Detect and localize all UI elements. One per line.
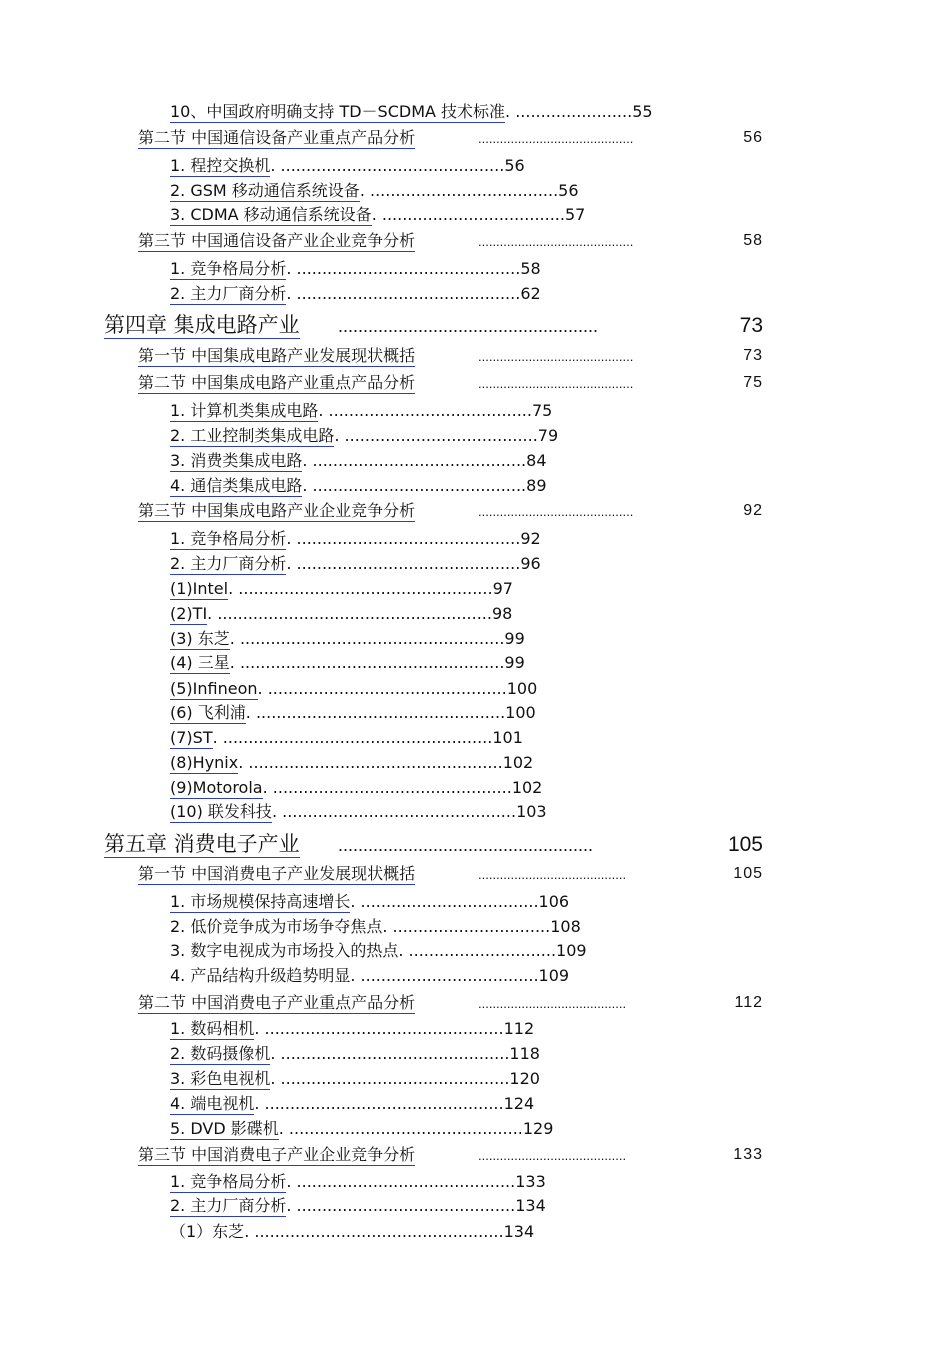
toc-entry-label: 4. 端电视机: [170, 1094, 255, 1113]
toc-leader: . ............................................: [286, 554, 521, 573]
toc-page-number: 56: [743, 129, 763, 146]
toc-entry-label: 2. 主力厂商分析: [170, 554, 287, 573]
toc-entry-label: 5. DVD 影碟机: [170, 1119, 279, 1138]
toc-page-number: 79: [537, 426, 559, 445]
toc-page-number: 89: [526, 476, 547, 495]
toc-page-number: 120: [509, 1069, 540, 1088]
toc-leader: ...........................................: [478, 376, 634, 391]
toc-page-number: 108: [550, 917, 581, 936]
toc-entry-label: (4) 三星: [170, 653, 230, 672]
toc-entry-label: 3. 彩色电视机: [170, 1069, 271, 1088]
toc-entry-label: 4. 通信类集成电路: [170, 476, 303, 495]
toc-entry[interactable]: [170, 968, 569, 984]
toc-page-number: 73: [743, 347, 763, 364]
toc-leader: . ...................................: [350, 966, 539, 985]
toc-page-number: 101: [492, 728, 523, 747]
toc-entry-label: 1. 竞争格局分析: [170, 259, 287, 278]
toc-leader: . .................................................: [244, 1222, 504, 1241]
toc-leader: . .....................................................: [212, 728, 493, 747]
toc-page-number: 124: [503, 1094, 535, 1113]
toc-entry[interactable]: [170, 780, 542, 799]
toc-entry-label: (1)Intel: [170, 579, 229, 598]
toc-page-number: 99: [504, 629, 525, 648]
toc-entry[interactable]: [170, 655, 525, 674]
toc-leader: . ..............................................: [271, 802, 517, 821]
toc-leader: ...................................................: [338, 835, 594, 855]
toc-entry[interactable]: [170, 1096, 534, 1115]
toc-entry-label: 1. 计算机类集成电路: [170, 401, 319, 420]
toc-entry-label: 第三节 中国集成电路产业企业竞争分析: [138, 501, 416, 520]
toc-page-number: 58: [743, 232, 763, 249]
toc-entry[interactable]: [170, 531, 541, 550]
toc-leader: . ...............................................: [262, 778, 512, 797]
toc-entry[interactable]: [170, 428, 558, 447]
toc-leader: . ...........................................: [286, 1196, 516, 1215]
toc-page-number: 134: [515, 1196, 546, 1215]
toc-leader: . ...........................................: [286, 1172, 516, 1191]
toc-leader: . ...............................: [382, 917, 551, 936]
toc-entry[interactable]: [138, 348, 415, 367]
toc-entry-label: (6) 飞利浦: [170, 703, 246, 722]
toc-page-number: 109: [538, 966, 570, 985]
toc-entry[interactable]: [170, 183, 579, 202]
toc-entry-label: 第一节 中国集成电路产业发展现状概括: [138, 346, 416, 365]
toc-page-number: 105: [727, 833, 763, 856]
toc-leader: ....................................................: [338, 316, 599, 336]
toc-page-number: 55: [632, 102, 653, 121]
toc-page-number: 96: [520, 554, 541, 573]
toc-entry[interactable]: [170, 730, 523, 749]
toc-page-number: 112: [503, 1019, 535, 1038]
toc-page-number: 98: [491, 604, 513, 623]
toc-entry[interactable]: [104, 315, 300, 339]
toc-page-number: 92: [743, 502, 763, 519]
toc-entry[interactable]: [170, 1071, 540, 1090]
toc-entry[interactable]: [170, 681, 537, 700]
toc-page-number: 112: [734, 994, 763, 1011]
toc-entry-label: 1. 数码相机: [170, 1019, 255, 1038]
toc-entry-label: 2. 主力厂商分析: [170, 1196, 287, 1215]
toc-entry-label: 第四章 集成电路产业: [104, 313, 300, 337]
toc-entry[interactable]: [104, 834, 300, 858]
toc-page-number: 75: [531, 401, 553, 420]
toc-entry-label: 3. CDMA 移动通信系统设备: [170, 205, 372, 224]
toc-page-number: 118: [509, 1044, 540, 1063]
toc-entry-label: (10) 联发科技: [170, 802, 272, 821]
toc-leader: . .............................................: [270, 1044, 510, 1063]
toc-entry[interactable]: [170, 556, 541, 575]
toc-entry-label: (9)Motorola: [170, 778, 263, 797]
toc-entry-label: (7)ST: [170, 728, 213, 747]
toc-entry-label: 1. 市场规模保持高速增长: [170, 892, 351, 911]
toc-entry-label: 第一节 中国消费电子产业发展现状概括: [138, 864, 416, 883]
toc-page-number: 100: [505, 703, 536, 722]
toc-leader: . ...............................................: [254, 1094, 504, 1113]
toc-leader: . .................................................: [245, 703, 506, 722]
toc-page-number: 73: [739, 314, 763, 337]
toc-leader: . .......................: [505, 102, 633, 121]
toc-entry[interactable]: [138, 995, 415, 1014]
toc-leader: . ...............................................: [257, 679, 507, 698]
toc-page-number: 133: [733, 1146, 763, 1163]
toc-entry[interactable]: [170, 1121, 553, 1140]
toc-entry[interactable]: [170, 894, 569, 913]
toc-entry[interactable]: [138, 375, 415, 394]
toc-entry[interactable]: [170, 453, 547, 472]
toc-entry-label: 2. 工业控制类集成电路: [170, 426, 335, 445]
toc-entry[interactable]: [170, 606, 512, 625]
toc-entry[interactable]: [170, 286, 541, 305]
toc-entry-label: (5)Infineon: [170, 679, 258, 698]
toc-page-number: 134: [503, 1222, 535, 1241]
toc-leader: . ..............................................: [278, 1119, 523, 1138]
toc-entry-label: (3) 东芝: [170, 629, 230, 648]
toc-page-number: 57: [564, 205, 586, 224]
toc-entry[interactable]: [170, 1021, 534, 1040]
toc-page-number: 129: [522, 1119, 554, 1138]
toc-entry[interactable]: [170, 478, 547, 497]
toc-entry[interactable]: [170, 104, 653, 123]
toc-entry[interactable]: [170, 1174, 546, 1193]
toc-leader: . ..........................................: [302, 476, 527, 495]
toc-entry[interactable]: [170, 581, 513, 600]
toc-entry-label: (8)Hynix: [170, 753, 239, 772]
toc-leader: .........................................: [478, 867, 627, 882]
toc-leader: . .............................: [398, 941, 557, 960]
toc-leader: . ............................................: [270, 156, 505, 175]
toc-page-number: 100: [506, 679, 538, 698]
toc-leader: ...........................................: [478, 504, 634, 519]
toc-entry[interactable]: [170, 261, 541, 280]
toc-page-number: 103: [516, 802, 547, 821]
toc-leader: ...........................................: [478, 131, 634, 146]
toc-entry-label: 3. 数字电视成为市场投入的热点: [170, 941, 399, 960]
toc-page-number: 133: [515, 1172, 546, 1191]
toc-entry[interactable]: [138, 503, 415, 522]
toc-leader: . ..................................................: [228, 579, 493, 598]
toc-leader: . ....................................................: [229, 629, 505, 648]
toc-entry-label: 3. 消费类集成电路: [170, 451, 303, 470]
toc-leader: . ............................................: [286, 529, 521, 548]
toc-page-number: 105: [733, 865, 763, 882]
toc-entry[interactable]: [170, 403, 552, 422]
toc-entry-label: 1. 竞争格局分析: [170, 529, 287, 548]
toc-entry-label: (2)TI: [170, 604, 208, 623]
toc-entry[interactable]: [170, 705, 536, 724]
toc-page-number: 56: [504, 156, 525, 175]
toc-entry[interactable]: [170, 207, 585, 226]
toc-entry-label: 第二节 中国消费电子产业重点产品分析: [138, 993, 416, 1012]
toc-entry[interactable]: [170, 755, 533, 774]
toc-leader: . ........................................: [318, 401, 532, 420]
toc-leader: . ............................................: [286, 284, 521, 303]
toc-entry[interactable]: [170, 1198, 546, 1217]
toc-leader: . ...................................: [350, 892, 539, 911]
toc-entry-label: 第三节 中国通信设备产业企业竞争分析: [138, 231, 416, 250]
toc-entry[interactable]: [138, 233, 415, 252]
toc-entry-label: （1）东芝: [170, 1222, 245, 1241]
toc-entry[interactable]: [170, 631, 525, 650]
toc-entry[interactable]: [138, 866, 415, 885]
toc-page-number: 84: [526, 451, 547, 470]
toc-page-number: 56: [558, 181, 579, 200]
toc-leader: . ...............................................: [254, 1019, 504, 1038]
toc-leader: . ..........................................: [302, 451, 527, 470]
toc-entry-label: 第二节 中国集成电路产业重点产品分析: [138, 373, 416, 392]
toc-leader: . ....................................................: [229, 653, 505, 672]
toc-page-number: 106: [538, 892, 570, 911]
toc-page-number: 109: [556, 941, 587, 960]
toc-leader: .........................................: [478, 996, 627, 1011]
toc-entry-label: 第二节 中国通信设备产业重点产品分析: [138, 128, 416, 147]
toc-page-number: 97: [492, 579, 513, 598]
toc-entry[interactable]: [170, 158, 525, 177]
toc-leader: . .............................................: [270, 1069, 510, 1088]
toc-page-number: 102: [502, 753, 534, 772]
toc-page-number: 75: [743, 374, 763, 391]
toc-leader: . ............................................: [286, 259, 521, 278]
toc-page-number: 92: [520, 529, 541, 548]
toc-entry-label: 1. 程控交换机: [170, 156, 271, 175]
toc-leader: . ....................................: [371, 205, 565, 224]
toc-leader: .........................................: [478, 1148, 627, 1163]
toc-entry-label: 1. 竞争格局分析: [170, 1172, 287, 1191]
toc-leader: . ..................................................: [238, 753, 503, 772]
toc-entry[interactable]: [170, 1046, 540, 1065]
toc-entry-label: 4. 产品结构升级趋势明显: [170, 966, 351, 985]
toc-entry-label: 第三节 中国消费电子产业企业竞争分析: [138, 1145, 416, 1164]
toc-entry-label: 2. 主力厂商分析: [170, 284, 287, 303]
toc-leader: . ......................................: [334, 426, 538, 445]
toc-entry[interactable]: [170, 1224, 534, 1240]
toc-entry-label: 2. GSM 移动通信系统设备: [170, 181, 360, 200]
toc-entry[interactable]: [170, 943, 587, 959]
toc-page-number: 99: [504, 653, 525, 672]
toc-entry[interactable]: [138, 1147, 415, 1166]
toc-leader: . ......................................................: [207, 604, 492, 623]
toc-entry[interactable]: [170, 804, 547, 823]
toc-page-number: 62: [520, 284, 541, 303]
toc-entry-label: 2. 数码摄像机: [170, 1044, 271, 1063]
toc-entry[interactable]: [138, 130, 415, 149]
toc-entry-label: 10、中国政府明确支持 TD－SCDMA 技术标准: [170, 102, 506, 121]
toc-entry-label: 第五章 消费电子产业: [104, 832, 300, 856]
toc-page-number: 102: [511, 778, 543, 797]
toc-page-number: 58: [520, 259, 541, 278]
toc-leader: ...........................................: [478, 234, 634, 249]
toc-entry-label: 2. 低价竞争成为市场争夺焦点: [170, 917, 383, 936]
toc-leader: . .....................................: [359, 181, 559, 200]
toc-leader: ...........................................: [478, 349, 634, 364]
toc-entry[interactable]: [170, 919, 581, 935]
